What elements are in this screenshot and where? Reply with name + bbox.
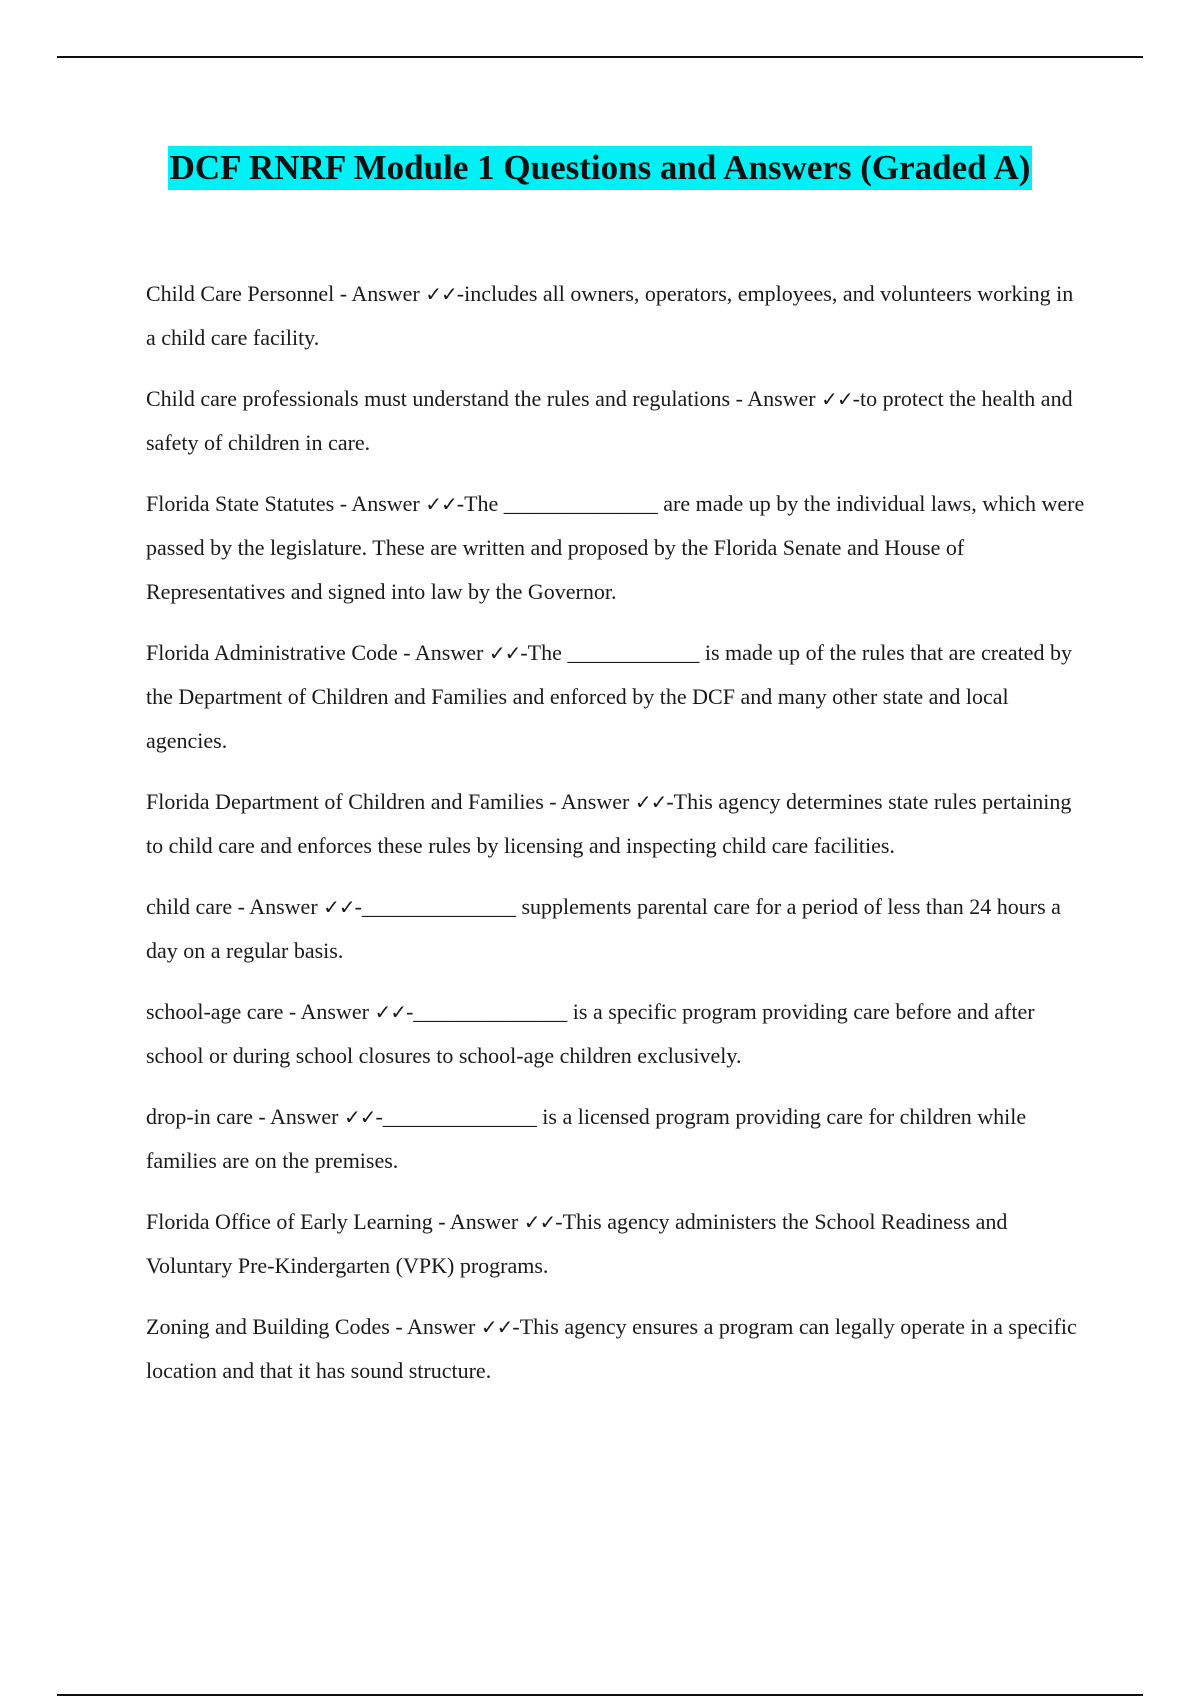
qa-item	[146, 780, 1086, 868]
qa-answer: -to protect the health and safety of children in care.	[146, 386, 1073, 455]
qa-answer: -The ____________ is made up of the rules that are created by the Department of Children and Families and enforced by the DCF and many other state and local agencies.	[146, 640, 1072, 753]
double-check-icon: ✓✓	[374, 1000, 406, 1024]
double-check-icon: ✓✓	[425, 492, 457, 516]
qa-term: Florida State Statutes	[146, 491, 335, 516]
qa-answer: -This agency ensures a program can legally operate in a specific location and that it has sound structure.	[146, 1314, 1077, 1383]
qa-term: Florida Administrative Code	[146, 640, 398, 665]
bottom-divider	[57, 1694, 1143, 1696]
double-check-icon: ✓✓	[323, 895, 355, 919]
answer-label: - Answer	[334, 491, 426, 516]
answer-label: - Answer	[283, 999, 375, 1024]
qa-answer: -This agency determines state rules pertaining to child care and enforces these rules by licensing and inspecting child care facilities.	[146, 789, 1072, 858]
qa-term: child care	[146, 894, 233, 919]
qa-item	[146, 1095, 1086, 1183]
double-check-icon: ✓✓	[425, 282, 457, 306]
answer-label: - Answer	[252, 1104, 344, 1129]
qa-item	[146, 272, 1086, 360]
answer-label: - Answer	[334, 281, 426, 306]
qa-term: Florida Department of Children and Families	[146, 789, 544, 814]
double-check-icon: ✓✓	[634, 790, 667, 814]
qa-term: Child care professionals must understand the rules and regulations	[146, 386, 731, 411]
answer-label: - Answer	[389, 1314, 481, 1339]
answer-label: - Answer	[730, 386, 822, 411]
answer-label: - Answer	[397, 640, 489, 665]
double-check-icon: ✓✓	[343, 1105, 376, 1129]
qa-answer: -The ______________ are made up by the individual laws, which were passed by the legislature. These are written and proposed by the Florida Senate and House of Representatives and signed into law by the Governor.	[146, 491, 1085, 604]
double-check-icon: ✓✓	[488, 641, 521, 665]
qa-term: Florida Office of Early Learning	[146, 1209, 433, 1234]
answer-label: - Answer	[543, 789, 635, 814]
qa-answer: -includes all owners, operators, employees, and volunteers working in a child care facility.	[146, 281, 1074, 350]
qa-item	[146, 482, 1086, 614]
qa-item	[146, 631, 1086, 763]
qa-answer: -This agency administers the School Readiness and Voluntary Pre-Kindergarten (VPK) programs.	[146, 1209, 1008, 1278]
answer-label: - Answer	[232, 894, 324, 919]
top-divider	[57, 56, 1143, 58]
qa-term: Zoning and Building Codes	[146, 1314, 390, 1339]
qa-item	[146, 1305, 1086, 1393]
qa-answer: -______________ supplements parental care for a period of less than 24 hours a day on a regular basis.	[146, 894, 1061, 963]
qa-term: Child Care Personnel	[146, 281, 335, 306]
double-check-icon: ✓✓	[821, 387, 853, 411]
double-check-icon: ✓✓	[480, 1315, 513, 1339]
qa-answer: -______________ is a specific program providing care before and after school or during school closures to school-age children exclusively.	[146, 999, 1035, 1068]
qa-item	[146, 885, 1086, 973]
qa-item	[146, 377, 1086, 465]
qa-item	[146, 990, 1086, 1078]
qa-item	[146, 1200, 1086, 1288]
qa-list	[146, 272, 1086, 1410]
title-block	[0, 146, 1200, 190]
qa-term: school-age care	[146, 999, 284, 1024]
qa-answer: -______________ is a licensed program providing care for children while families are on the premises.	[146, 1104, 1027, 1173]
double-check-icon: ✓✓	[523, 1210, 556, 1234]
document-title: DCF RNRF Module 1 Questions and Answers (Graded A)	[168, 146, 1033, 190]
answer-label: - Answer	[432, 1209, 524, 1234]
qa-term: drop-in care	[146, 1104, 253, 1129]
